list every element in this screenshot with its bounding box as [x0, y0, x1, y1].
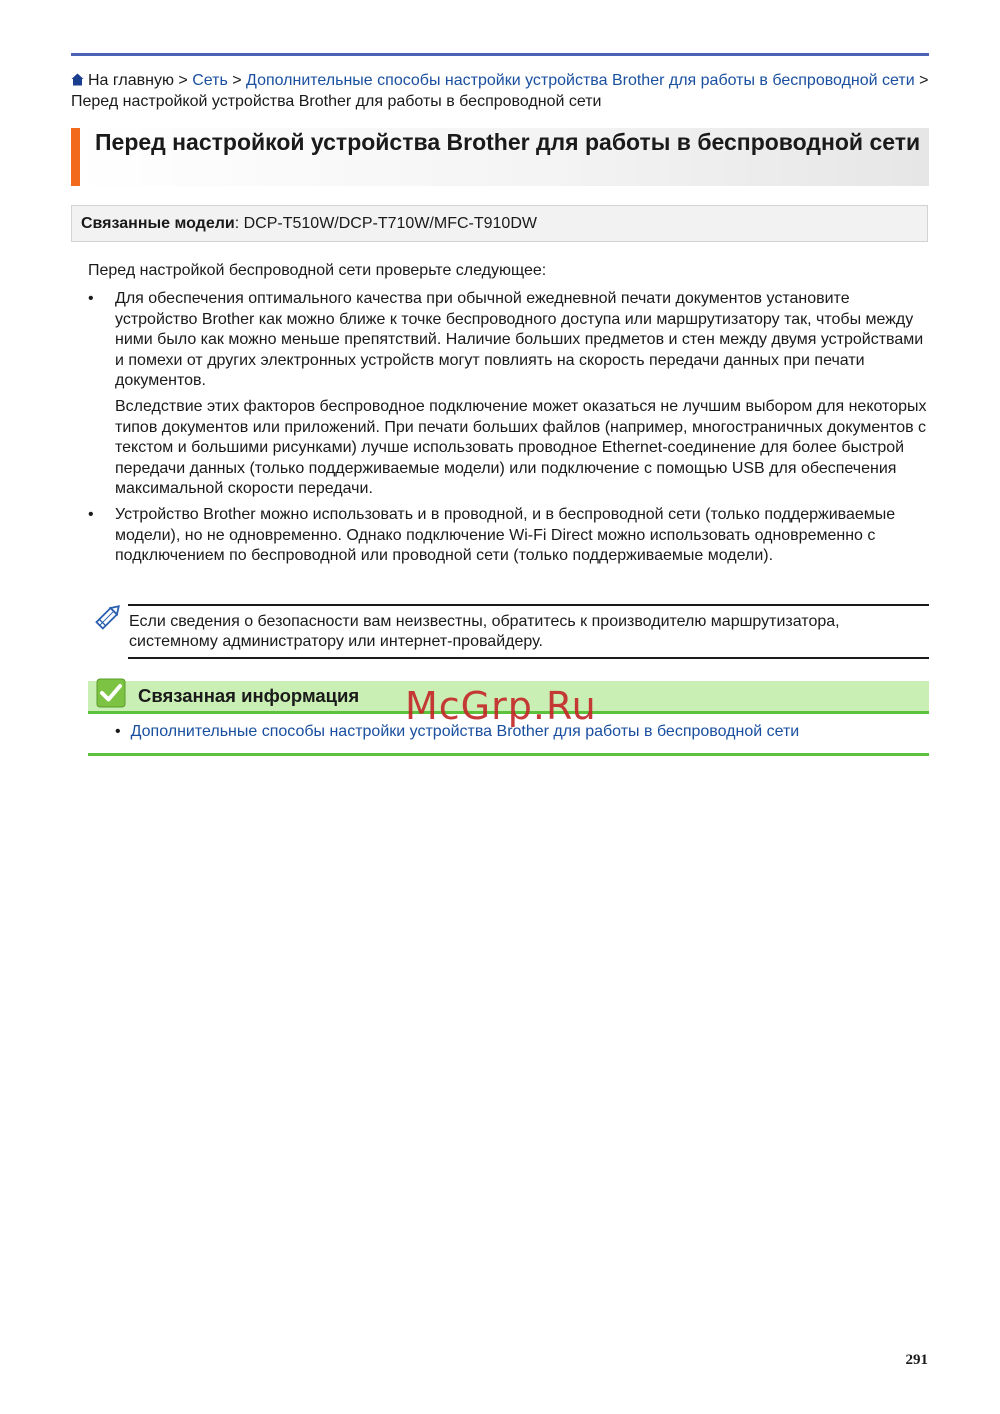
breadcrumb-sep: >	[232, 72, 242, 89]
pencil-icon	[92, 600, 125, 633]
breadcrumb-link-network[interactable]: Сеть	[192, 72, 228, 89]
related-models-value: : DCP-T510W/DCP-T710W/MFC-T910DW	[234, 215, 537, 232]
breadcrumb-home[interactable]: На главную	[88, 72, 174, 89]
note-rule-bottom	[128, 657, 929, 659]
related-info-bottom-rule	[88, 753, 929, 756]
checkmark-icon	[96, 678, 126, 708]
list-item	[88, 289, 933, 499]
title-accent-bar	[71, 128, 80, 186]
breadcrumb-link-advanced-setup[interactable]: Дополнительные способы настройки устройства Brother для работы в беспроводной сети	[246, 72, 915, 89]
bullet1-paragraph2: Вследствие этих факторов беспроводное подключение может оказаться не лучшим выбором для некоторых типов документов или приложений. При печати больших файлов (например, многостраничных документов с текстом и большими рисунками) лучше использовать проводное Ethernet-соединение для более быстрой передачи данных (только поддерживаемые модели) или подключение с помощью USB для обеспечения максимальной скорости передачи.	[115, 398, 927, 498]
note-rule-top	[128, 604, 929, 606]
breadcrumb-sep: >	[919, 72, 929, 89]
page-number: 291	[905, 1352, 928, 1368]
related-models-box	[71, 205, 928, 242]
related-models-label: Связанные модели	[81, 215, 235, 232]
bullet-dot: •	[88, 290, 94, 308]
title-box	[71, 128, 929, 186]
bullet-dot: •	[88, 506, 94, 524]
related-info-link[interactable]: Дополнительные способы настройки устройства Brother для работы в беспроводной сети	[130, 723, 800, 740]
main-content	[88, 261, 933, 573]
breadcrumb-current: Перед настройкой устройства Brother для работы в беспроводной сети	[71, 93, 602, 110]
intro-text: Перед настройкой беспроводной сети проверьте следующее:	[88, 262, 547, 279]
bullet-dot: •	[115, 723, 121, 740]
related-info-title: Связанная информация	[138, 685, 360, 706]
page-title: Перед настройкой устройства Brother для работы в беспроводной сети	[95, 129, 921, 155]
breadcrumb	[71, 70, 929, 112]
list-item	[88, 505, 933, 566]
bullet1-paragraph1: Для обеспечения оптимального качества при обычной ежедневной печати документов установите устройство Brother как можно ближе к точке беспроводного доступа или маршрутизатору так, чтобы между ними было как можно меньше препятствий. Наличие больших предметов и стен между двумя устройствами и помехи от других электронных устройств могут повлиять на скорость передачи данных при печати документов.	[115, 290, 924, 390]
home-icon	[71, 73, 84, 86]
related-models	[81, 215, 537, 233]
top-rule	[71, 53, 929, 56]
bullet2-paragraph: Устройство Brother можно использовать и в проводной, и в беспроводной сети (только поддерживаемые модели), но не одновременно. Однако подключение Wi-Fi Direct можно использовать одновременно с подключением по беспроводной или проводной сети (только поддерживаемые модели).	[115, 506, 896, 565]
note-text: Если сведения о безопасности вам неизвестны, обратитесь к производителю маршрутизатора, системному администратору или интернет-провайдеру.	[129, 613, 840, 651]
breadcrumb-sep: >	[178, 72, 188, 89]
watermark: McGrp.Ru	[405, 684, 597, 728]
note-box	[92, 600, 929, 660]
